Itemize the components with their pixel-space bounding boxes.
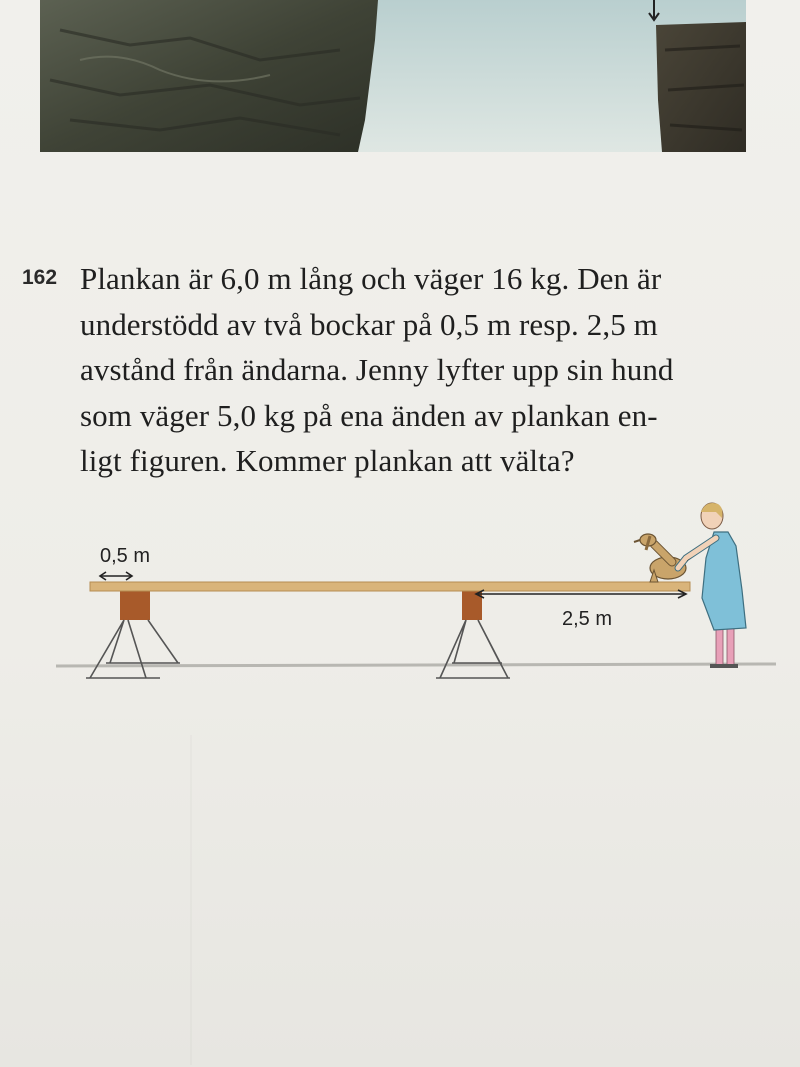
problem-text-line: understödd av två bockar på 0,5 m resp. 2,5 m	[80, 306, 658, 342]
plank-figure	[56, 498, 776, 698]
problem-text-line: avstånd från ändarna. Jenny lyfter upp sin hund	[80, 352, 674, 387]
problem-text	[80, 256, 770, 484]
problem-number: 162	[22, 266, 58, 289]
plank	[90, 582, 690, 591]
left-distance-label: 0,5 m	[100, 545, 151, 567]
bleed-through-shadow	[190, 735, 642, 1065]
problem-text-line: Plankan är 6,0 m lång och väger 16 kg. Den är	[80, 261, 662, 296]
ground-line	[56, 664, 776, 666]
dog	[634, 534, 686, 582]
right-distance-label: 2,5 m	[562, 608, 613, 630]
left-distance-arrow	[100, 572, 132, 580]
problem-text-line: som väger 5,0 kg på ena änden av plankan en-	[80, 397, 658, 433]
problem-text-line: ligt figuren. Kommer plankan att välta?	[80, 443, 575, 478]
cliff-photo	[40, 0, 746, 152]
